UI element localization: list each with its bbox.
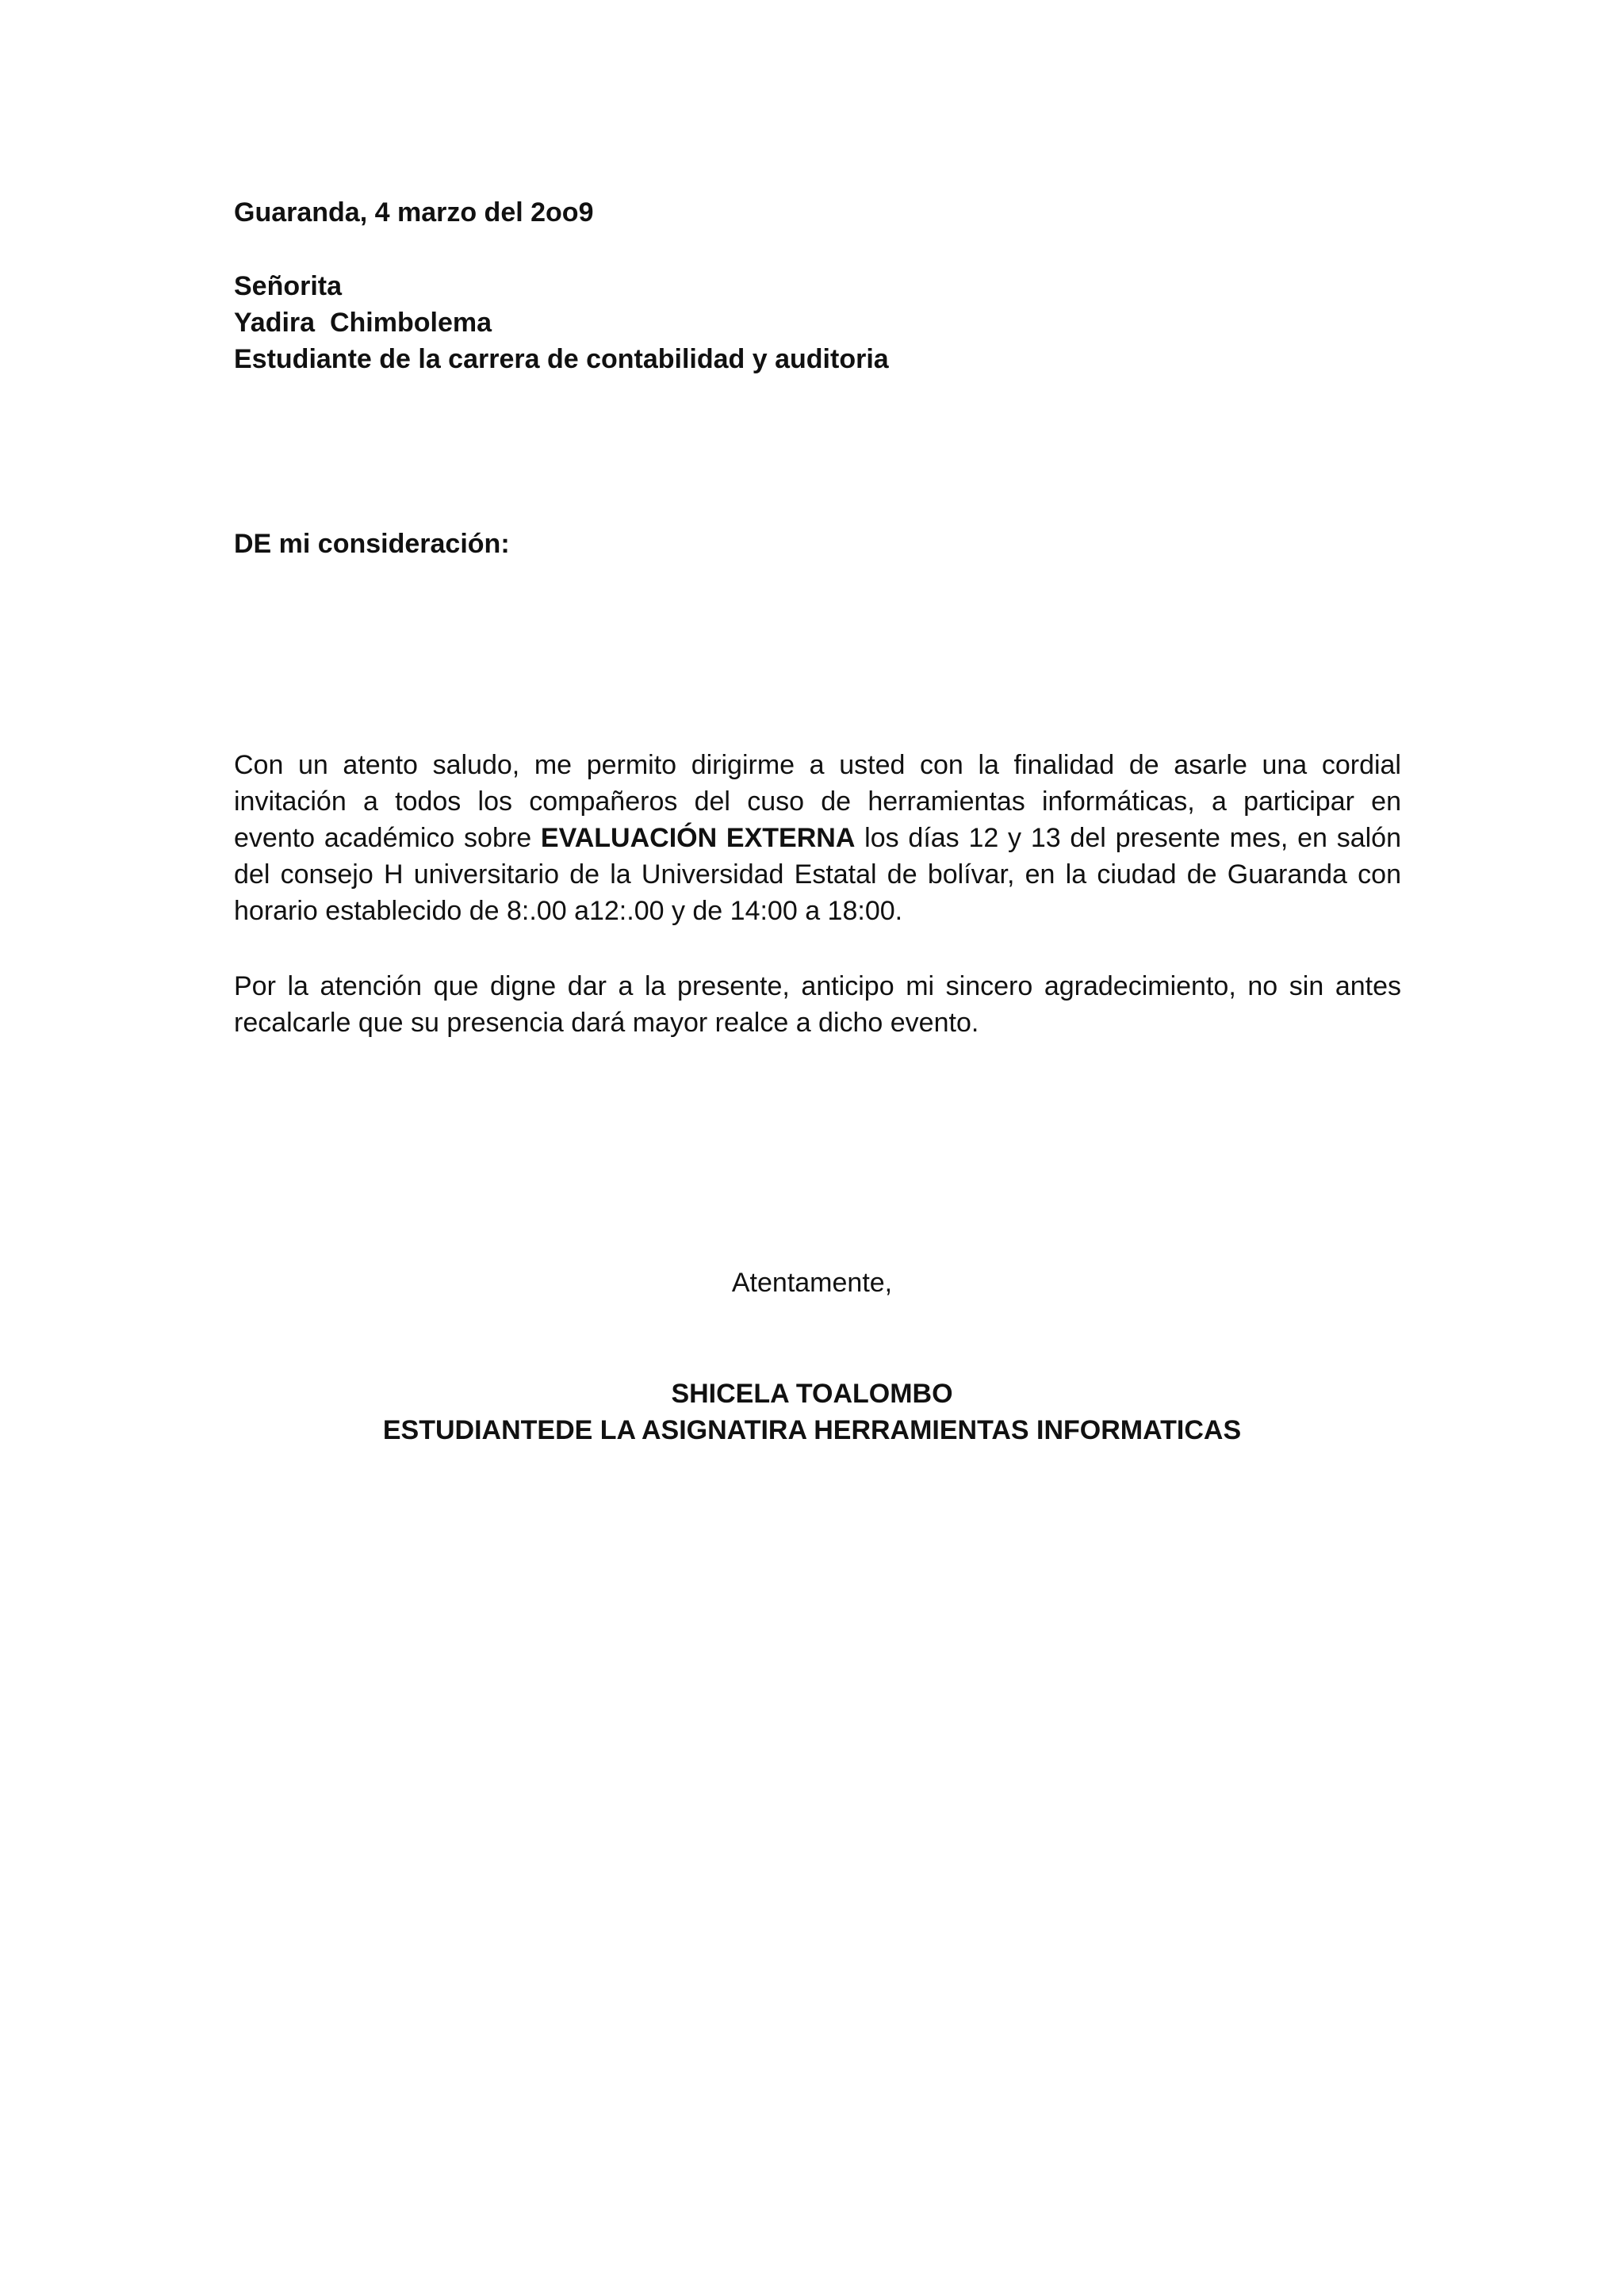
recipient-title: Señorita bbox=[234, 271, 343, 301]
paragraph-text-segment: evento académico sobre bbox=[234, 823, 541, 853]
paragraph-line: del consejo H universitario de la Universidad Estatal de bolívar, en la ciudad de Guaranda con bbox=[234, 859, 1401, 890]
paragraph-line: Por la atención que digne dar a la presente, anticipo mi sincero agradecimiento, no sin antes bbox=[234, 971, 1401, 1001]
paragraph-text-segment: los días 12 y 13 del presente mes, en salón bbox=[855, 823, 1402, 853]
date-text: Guaranda, 4 marzo del 2oo9 bbox=[234, 197, 594, 228]
letter-date bbox=[234, 194, 1401, 231]
closing-text: Atentamente, bbox=[731, 1268, 893, 1298]
body-paragraph-thanks bbox=[234, 968, 1401, 1041]
salutation-text: DE mi consideración: bbox=[234, 529, 510, 559]
paragraph-line: Con un atento saludo, me permito dirigirme a usted con la finalidad de asarle una cordial bbox=[234, 750, 1401, 780]
recipient-name: Yadira Chimbolema bbox=[234, 308, 492, 338]
body-paragraph-invitation bbox=[234, 747, 1401, 929]
signature-name: SHICELA TOALOMBO bbox=[671, 1379, 953, 1409]
recipient-role: Estudiante de la carrera de contabilidad y auditoria bbox=[234, 344, 889, 374]
signature-role: ESTUDIANTEDE LA ASIGNATIRA HERRAMIENTAS INFORMATICAS bbox=[382, 1415, 1242, 1445]
paragraph-line: invitación a todos los compañeros del cuso de herramientas informáticas, a participar en bbox=[234, 786, 1401, 817]
paragraph-line bbox=[234, 820, 1401, 856]
signature-block bbox=[0, 1376, 1624, 1448]
paragraph-line: horario establecido de 8:.00 a12:.00 y de 14:00 a 18:00. bbox=[234, 896, 903, 926]
recipient-block bbox=[234, 268, 1401, 377]
paragraph-line: recalcarle que su presencia dará mayor realce a dicho evento. bbox=[234, 1008, 979, 1038]
event-name-bold: EVALUACIÓN EXTERNA bbox=[540, 823, 856, 853]
closing bbox=[0, 1265, 1624, 1301]
salutation bbox=[234, 526, 1401, 562]
